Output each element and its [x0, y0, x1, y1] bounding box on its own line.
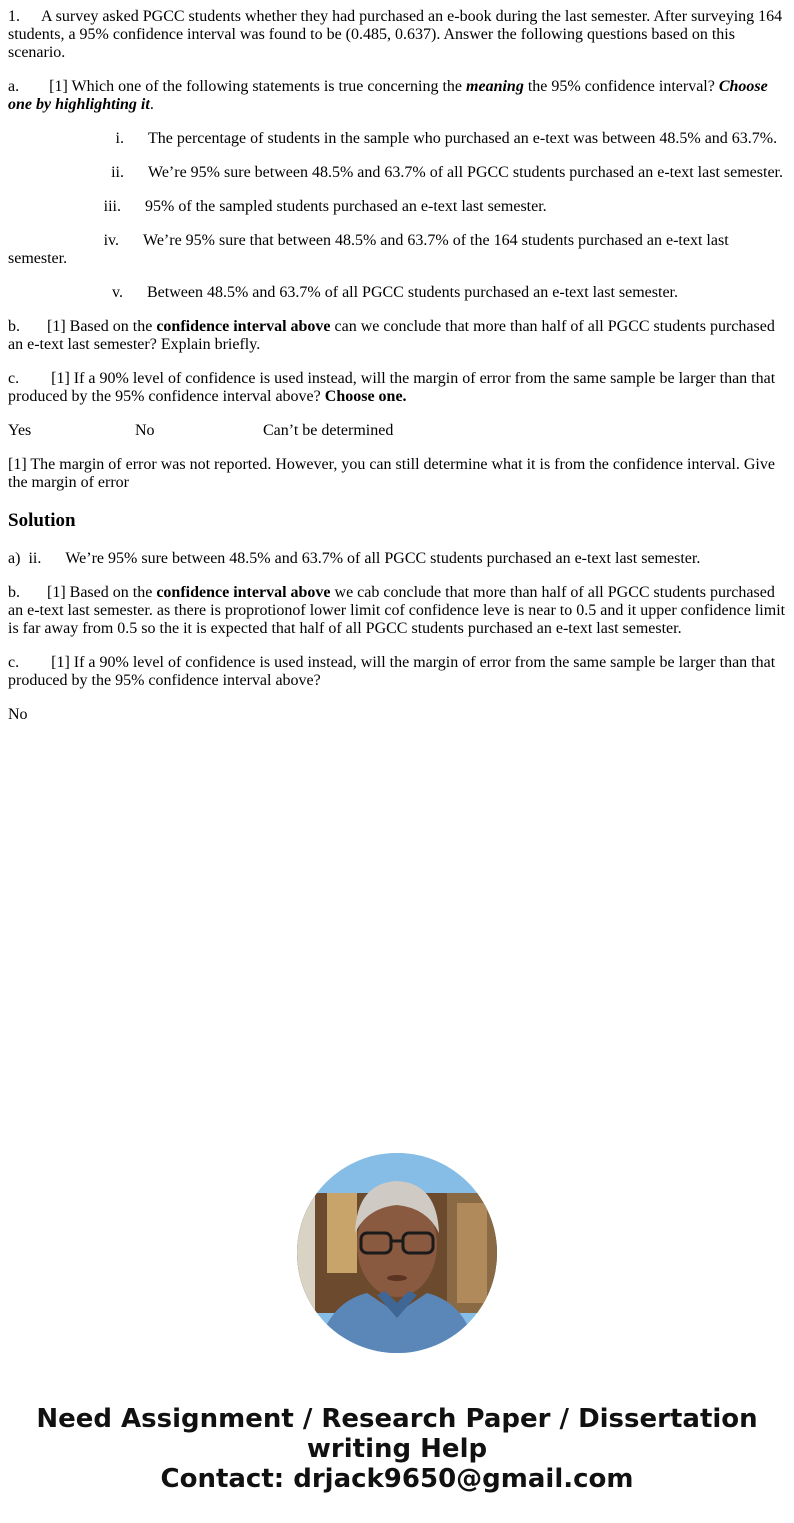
- part-d-prompt: [1] The margin of error was not reported. However, you can still determine what it is from the confidence interval. Give the margin of error: [8, 456, 775, 491]
- solution-c-answer: No: [8, 706, 28, 723]
- avatar: [297, 1153, 497, 1353]
- option-v: v. Between 48.5% and 63.7% of all PGCC students purchased an e-text last semester.: [112, 284, 678, 301]
- option-iii: iii. 95% of the sampled students purchased an e-text last semester.: [103, 198, 547, 215]
- solution-c: c. [1] If a 90% level of confidence is used instead, will the margin of error from the same sample be larger than that produced by the 95% confidence interval above?: [8, 654, 776, 689]
- instruction-choose: Choose one by highlighting it: [8, 78, 768, 113]
- solution-heading: Solution: [8, 510, 76, 531]
- emphasis-meaning: meaning: [466, 78, 524, 95]
- question-number: 1.: [8, 8, 20, 25]
- solution-b: b. [1] Based on the confidence interval above we cab conclude that more than half of all PGCC students purchased an e-text last semester. as there is proprotionof lower limit cof confidence leve is near to 0.5 and it upper confidence limit is far away from 0.5 so the it is expected that half of all PGCC students purchased an e-text last semester.: [8, 584, 786, 637]
- document-body: [8, 8, 786, 740]
- question-intro-text: A survey asked PGCC students whether they had purchased an e-book during the last semester. After surveying 164 students, a 95% confidence interval was found to be (0.485, 0.637). Answer the following questions based on this scenario.: [8, 8, 783, 61]
- promo-contact[interactable]: Contact: drjack9650@gmail.com: [160, 1464, 634, 1494]
- part-a-prompt: a. [1] Which one of the following statements is true concerning the meaning the 95% confidence interval? Choose one by highlighting it.: [8, 78, 768, 113]
- promo-banner: [0, 1404, 794, 1494]
- promo-line-2: writing Help: [306, 1434, 488, 1464]
- promo-line-1: Need Assignment / Research Paper / Dissertation: [36, 1404, 758, 1434]
- choice-cant-determine[interactable]: Can’t be determined: [263, 422, 394, 439]
- option-iv: iv. We’re 95% sure that between 48.5% and 63.7% of the 164 students purchased an e-text last semester.: [8, 232, 729, 267]
- option-ii: ii. We’re 95% sure between 48.5% and 63.7% of all PGCC students purchased an e-text last semester.: [111, 164, 783, 181]
- option-i: i. The percentage of students in the sample who purchased an e-text was between 48.5% and 63.7%.: [115, 130, 778, 147]
- choice-yes[interactable]: Yes: [8, 422, 32, 439]
- choice-no[interactable]: No: [135, 422, 155, 439]
- part-c-prompt: c. [1] If a 90% level of confidence is used instead, will the margin of error from the same sample be larger than that produced by the 95% confidence interval above? Choose one.: [8, 370, 776, 405]
- avatar-photo: [297, 1153, 497, 1353]
- part-b-prompt: b. [1] Based on the confidence interval above can we conclude that more than half of all PGCC students purchased an e-text last semester? Explain briefly.: [8, 318, 775, 353]
- question-intro: [8, 8, 786, 62]
- part-c-choices: [8, 422, 786, 440]
- solution-a: a) ii. We’re 95% sure between 48.5% and 63.7% of all PGCC students purchased an e-text last semester.: [8, 550, 701, 567]
